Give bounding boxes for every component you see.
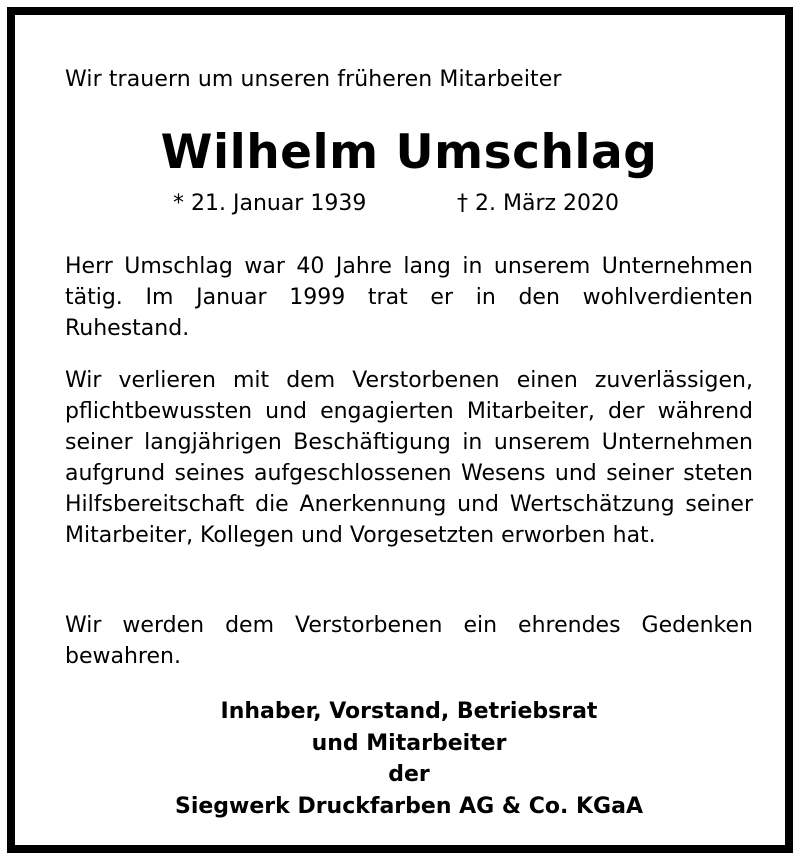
death-date: † 2. März 2020: [457, 191, 620, 216]
paragraph-career: Herr Umschlag war 40 Jahre lang in unserem Unternehmen tätig. Im Januar 1999 trat er in den wohlverdienten Ruhestand.: [65, 254, 753, 341]
signature-line: der: [388, 762, 430, 787]
intro-line: Wir trauern um unseren früheren Mitarbeiter: [65, 67, 562, 92]
birth-date: * 21. Januar 1939: [173, 191, 367, 216]
signature-line: und Mitarbeiter: [311, 730, 507, 756]
paragraph-remembrance: Wir werden dem Verstorbenen ein ehrendes Gedenken bewahren.: [65, 613, 753, 669]
company-name: Siegwerk Druckfarben AG & Co. KGaA: [175, 793, 643, 819]
obituary-notice: [7, 7, 793, 853]
signature-line: Inhaber, Vorstand, Betriebsrat: [220, 699, 598, 724]
paragraph-tribute: Wir verlieren mit dem Verstorbenen einen zuverlässigen, pflichtbewussten und engagierten Mitarbeiter, der während seiner langjährigen Beschäftigung in unserem Unternehmen aufgrund seines aufgeschlossenen Wesens und seiner steten Hilfsbereitschaft die Anerkennung und Wertschätzung seiner Mitarbeiter, Kollegen und Vorgesetzten erworben hat.: [65, 368, 753, 548]
signature-block: [65, 696, 753, 822]
deceased-name: Wilhelm Umschlag: [160, 125, 658, 180]
